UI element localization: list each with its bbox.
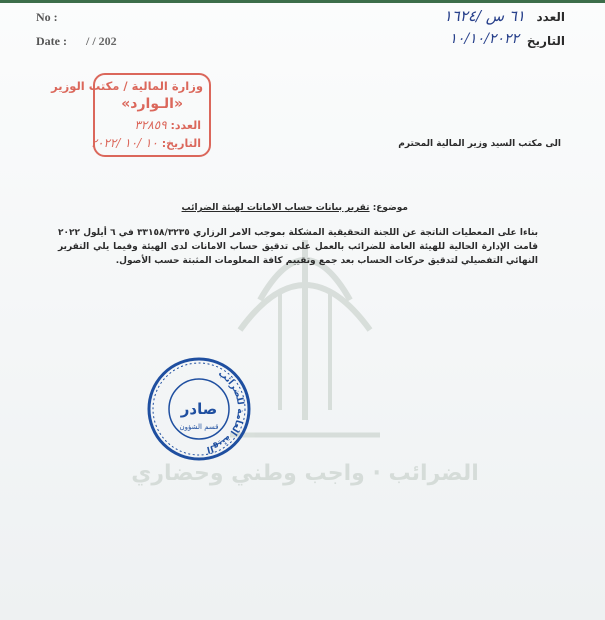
watermark-text: الضرائب · واجب وطني وحضاري — [131, 461, 479, 486]
subject-text: تقرير بيانات حساب الامانات لهيئة الضرائب — [181, 203, 370, 213]
number-handwritten: ٦١ س /١٦٢٤ — [443, 7, 525, 25]
date-label: Date : — [36, 34, 67, 48]
date-label-ar: التاريخ — [526, 34, 565, 48]
seal-sub-text: قسم الشؤون — [179, 423, 219, 431]
stamp-date-label: التاريخ: — [161, 137, 201, 150]
date-handwritten: ١٠/١٠/٢٠٢٢ — [449, 31, 519, 47]
subject-line — [182, 203, 408, 213]
stamp-ministry-line: وزارة المالية / مكتب الوزير — [51, 79, 203, 93]
stamp-date — [91, 136, 201, 150]
header-rule — [0, 0, 605, 3]
stamp-number-value: ٣٢٨٥٩ — [134, 118, 167, 132]
no-label: No : — [36, 10, 58, 24]
subject-label: موضوع: — [372, 203, 408, 213]
outgoing-seal — [146, 356, 252, 462]
stamp-date-value: ١٠ /١٠ /٢٠٢٢ — [90, 136, 158, 150]
body-paragraph: بناءا على المعطيات الناتجة عن اللجنة التحقيقية المشكلة بموجب الامر الرزاري ٣٣١٥٨/٣٢٣٥ في ٦ أيلول ٢٠٢٢ قامت الإدارة الحالية للهيئة العامة للضرائب بالعمل على تدقيق حساب الامانات لدى الهيئة وفيما يلي التقرير النهائي التفصيلي لتدقيق حركات الحساب بعد جمع وتقييم كافة المعلومات المثبتة حسب الأصول. — [58, 228, 539, 266]
stamp-received: «الـوارد» — [121, 96, 183, 112]
date-blank: / / 202 — [86, 34, 117, 48]
seal-ring-text: الهيئة العامة للضرائب — [205, 368, 246, 455]
number-label-ar: العدد — [536, 10, 565, 24]
stamp-number-label: العدد: — [170, 119, 201, 132]
seal-center-text: صادر — [180, 400, 218, 418]
incoming-stamp — [51, 73, 211, 157]
recipient-line: الى مكتب السيد وزير المالية المحترم — [398, 139, 561, 149]
stamp-number — [134, 118, 201, 132]
